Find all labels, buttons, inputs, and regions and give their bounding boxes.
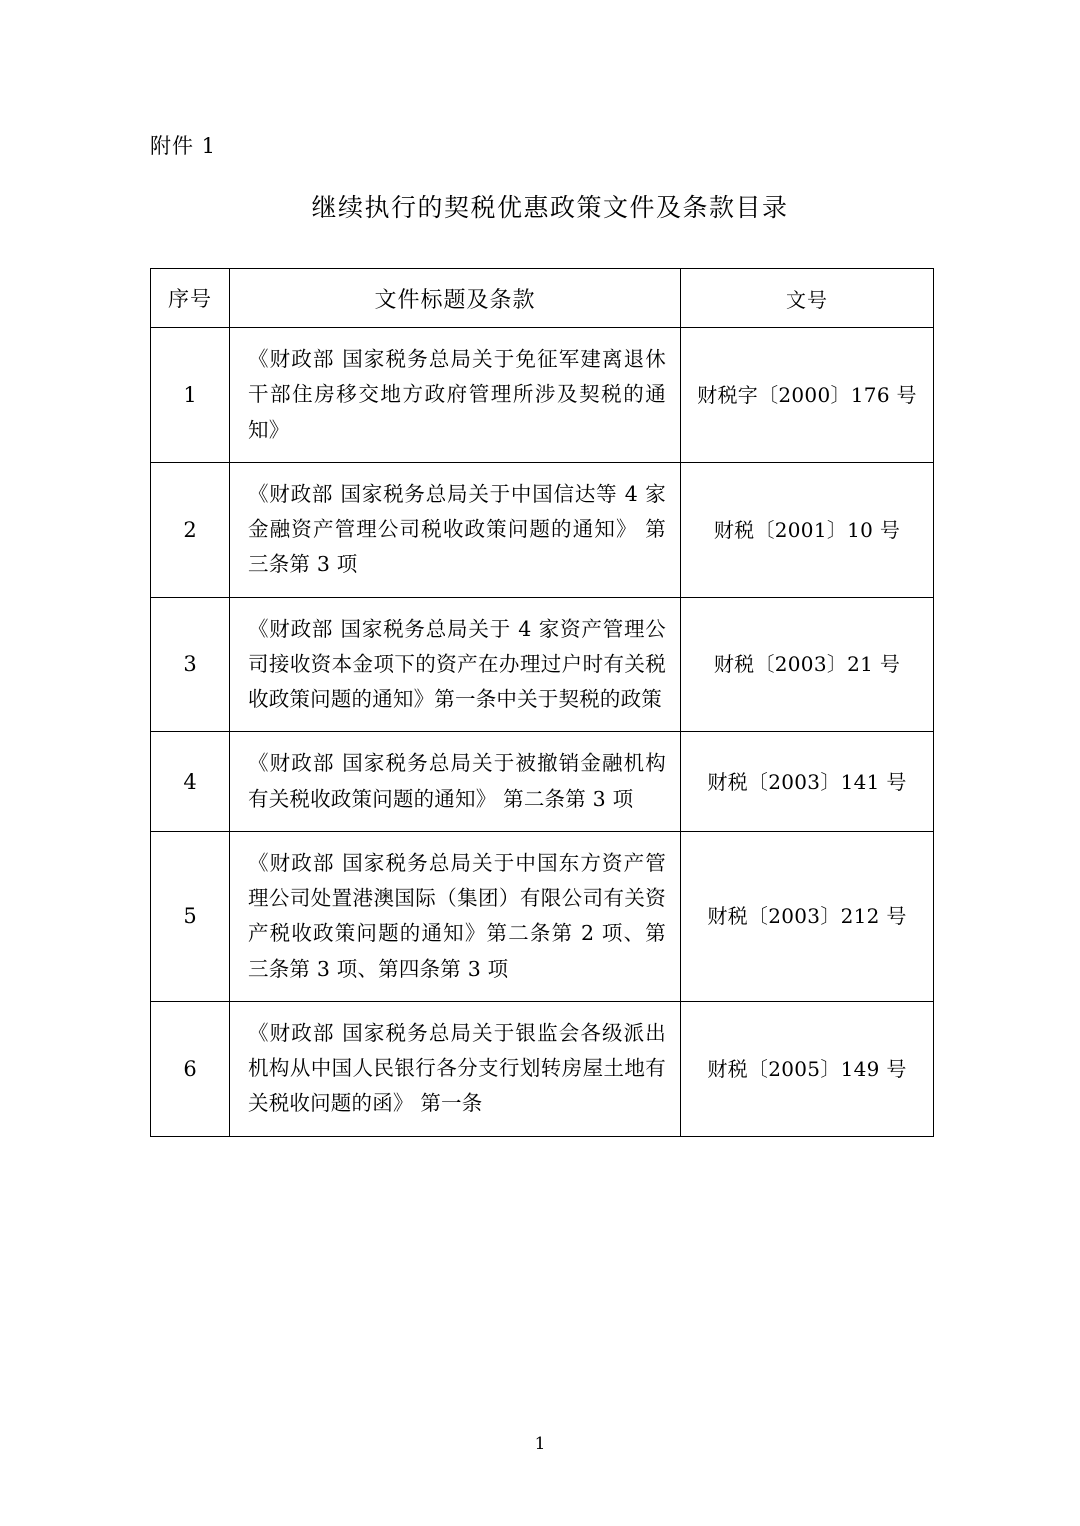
row-number-text: 4	[183, 769, 197, 794]
row-title	[230, 831, 681, 1001]
row-docno	[681, 462, 934, 597]
row-number-text: 3	[183, 652, 197, 677]
row-number	[151, 597, 230, 732]
column-header-docno: 文号	[681, 269, 934, 328]
row-docno-text: 财税〔2001〕10 号	[713, 517, 901, 542]
table-header	[151, 269, 934, 328]
policy-table	[150, 268, 934, 1137]
page-number: 1	[534, 1434, 546, 1454]
row-number-text: 1	[183, 382, 197, 407]
row-docno-text: 财税〔2003〕141 号	[707, 769, 907, 794]
row-title-text: 《财政部 国家税务总局关于 4 家资产管理公司接收资本金项下的资产在办理过户时有关税收政策问题的通知》第一条中关于契税的政策	[248, 616, 666, 711]
row-title-text: 《财政部 国家税务总局关于中国东方资产管理公司处置港澳国际（集团）有限公司有关资产税收政策问题的通知》第二条第 2 项、第三条第 3 项、第四条第 3 项	[248, 850, 666, 981]
row-number	[151, 1001, 230, 1136]
row-docno	[681, 597, 934, 732]
row-title-text: 《财政部 国家税务总局关于银监会各级派出机构从中国人民银行各分支行划转房屋土地有关税收问题的函》 第一条	[248, 1020, 666, 1116]
row-docno	[681, 732, 934, 832]
row-number-text: 6	[183, 1056, 197, 1081]
row-number-text: 2	[183, 517, 197, 542]
row-docno	[681, 831, 934, 1001]
column-header-no: 序号	[151, 269, 230, 328]
page-title: 继续执行的契税优惠政策文件及条款目录	[311, 193, 789, 222]
attachment-label: 附件 1	[150, 134, 217, 158]
table-row	[151, 462, 934, 597]
row-title	[230, 462, 681, 597]
table-row	[151, 1001, 934, 1136]
row-title-text: 《财政部 国家税务总局关于被撤销金融机构有关税收政策问题的通知》 第二条第 3 项	[248, 751, 666, 811]
row-title-text: 《财政部 国家税务总局关于免征军建离退休干部住房移交地方政府管理所涉及契税的通知》	[248, 347, 666, 442]
table-row	[151, 831, 934, 1001]
row-docno-text: 财税字〔2000〕176 号	[697, 382, 917, 407]
row-number-text: 5	[183, 904, 197, 929]
row-number	[151, 732, 230, 832]
row-title	[230, 1001, 681, 1136]
row-docno-text: 财税〔2005〕149 号	[707, 1056, 907, 1081]
row-number	[151, 831, 230, 1001]
row-docno-text: 财税〔2003〕21 号	[713, 652, 901, 677]
row-docno	[681, 328, 934, 463]
table-header-row	[151, 269, 934, 328]
row-number	[151, 328, 230, 463]
table-row	[151, 732, 934, 832]
row-title	[230, 597, 681, 732]
table-body	[151, 328, 934, 1137]
row-title-text: 《财政部 国家税务总局关于中国信达等 4 家金融资产管理公司税收政策问题的通知》 第三条第 3 项	[248, 481, 666, 577]
row-docno-text: 财税〔2003〕212 号	[707, 904, 907, 929]
row-docno	[681, 1001, 934, 1136]
row-title	[230, 732, 681, 832]
row-title	[230, 328, 681, 463]
column-header-title: 文件标题及条款	[230, 269, 681, 328]
table-row	[151, 328, 934, 463]
row-number	[151, 462, 230, 597]
table-row	[151, 597, 934, 732]
